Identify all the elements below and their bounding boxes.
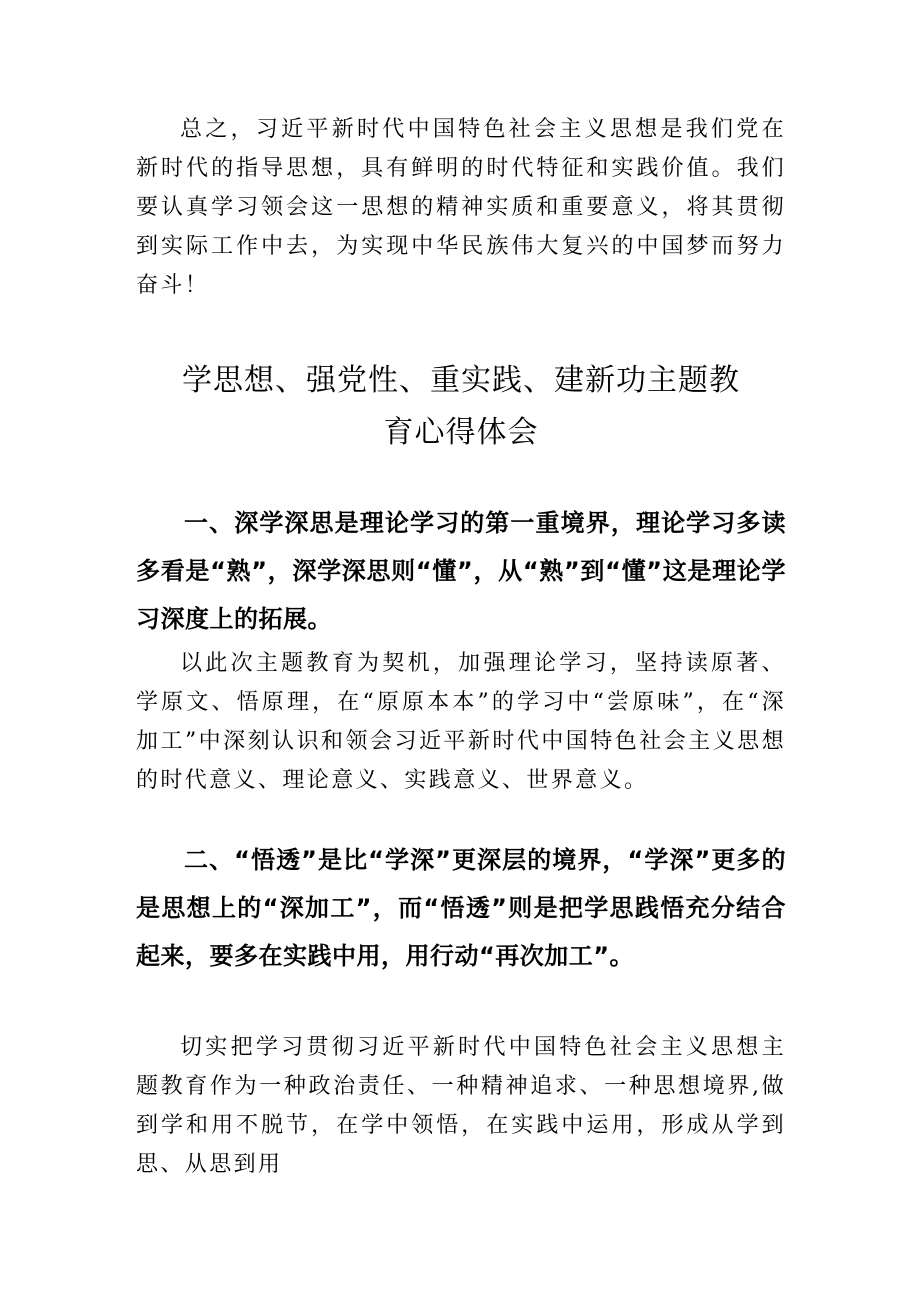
body-paragraph-2: 切实把学习贯彻习近平新时代中国特色社会主义思想主题教育作为一种政治责任、一种精神追求、一种思想境界,做到学和用不脱节，在学中领悟，在实践中运用，形成从学到思、从思到用 bbox=[136, 1035, 786, 1177]
document-title bbox=[136, 355, 786, 459]
conclusion-paragraph: 总之，习近平新时代中国特色社会主义思想是我们党在新时代的指导思想，具有鲜明的时代特征和实践价值。我们要认真学习领会这一思想的精神实质和重要意义，将其贯彻到实际工作中去，为实现中华民族伟大复兴的中国梦而努力奋斗！ bbox=[136, 117, 786, 298]
body-paragraph-1: 以此次主题教育为契机，加强理论学习，坚持读原著、学原文、悟原理，在“原原本本”的学习中“尝原味”，在“深加工”中深刻认识和领会习近平新时代中国特色社会主义思想的时代意义、理论意义、实践意义、世界意义。 bbox=[136, 651, 786, 793]
title-line-2: 育心得体会 bbox=[383, 415, 539, 450]
section-heading-2: 二、“悟透”是比“学深”更深层的境界，“学深”更多的是思想上的“深加工”，而“悟透”则是把学思践悟充分结合起来，要多在实践中用，用行动“再次加工”。 bbox=[136, 846, 786, 970]
section-heading-1: 一、深学深思是理论学习的第一重境界，理论学习多读多看是“熟”，深学深思则“懂”，从“熟”到“懂”这是理论学习深度上的拓展。 bbox=[136, 509, 786, 633]
title-line-1: 学思想、强党性、重实践、建新功主题教 bbox=[182, 363, 740, 398]
